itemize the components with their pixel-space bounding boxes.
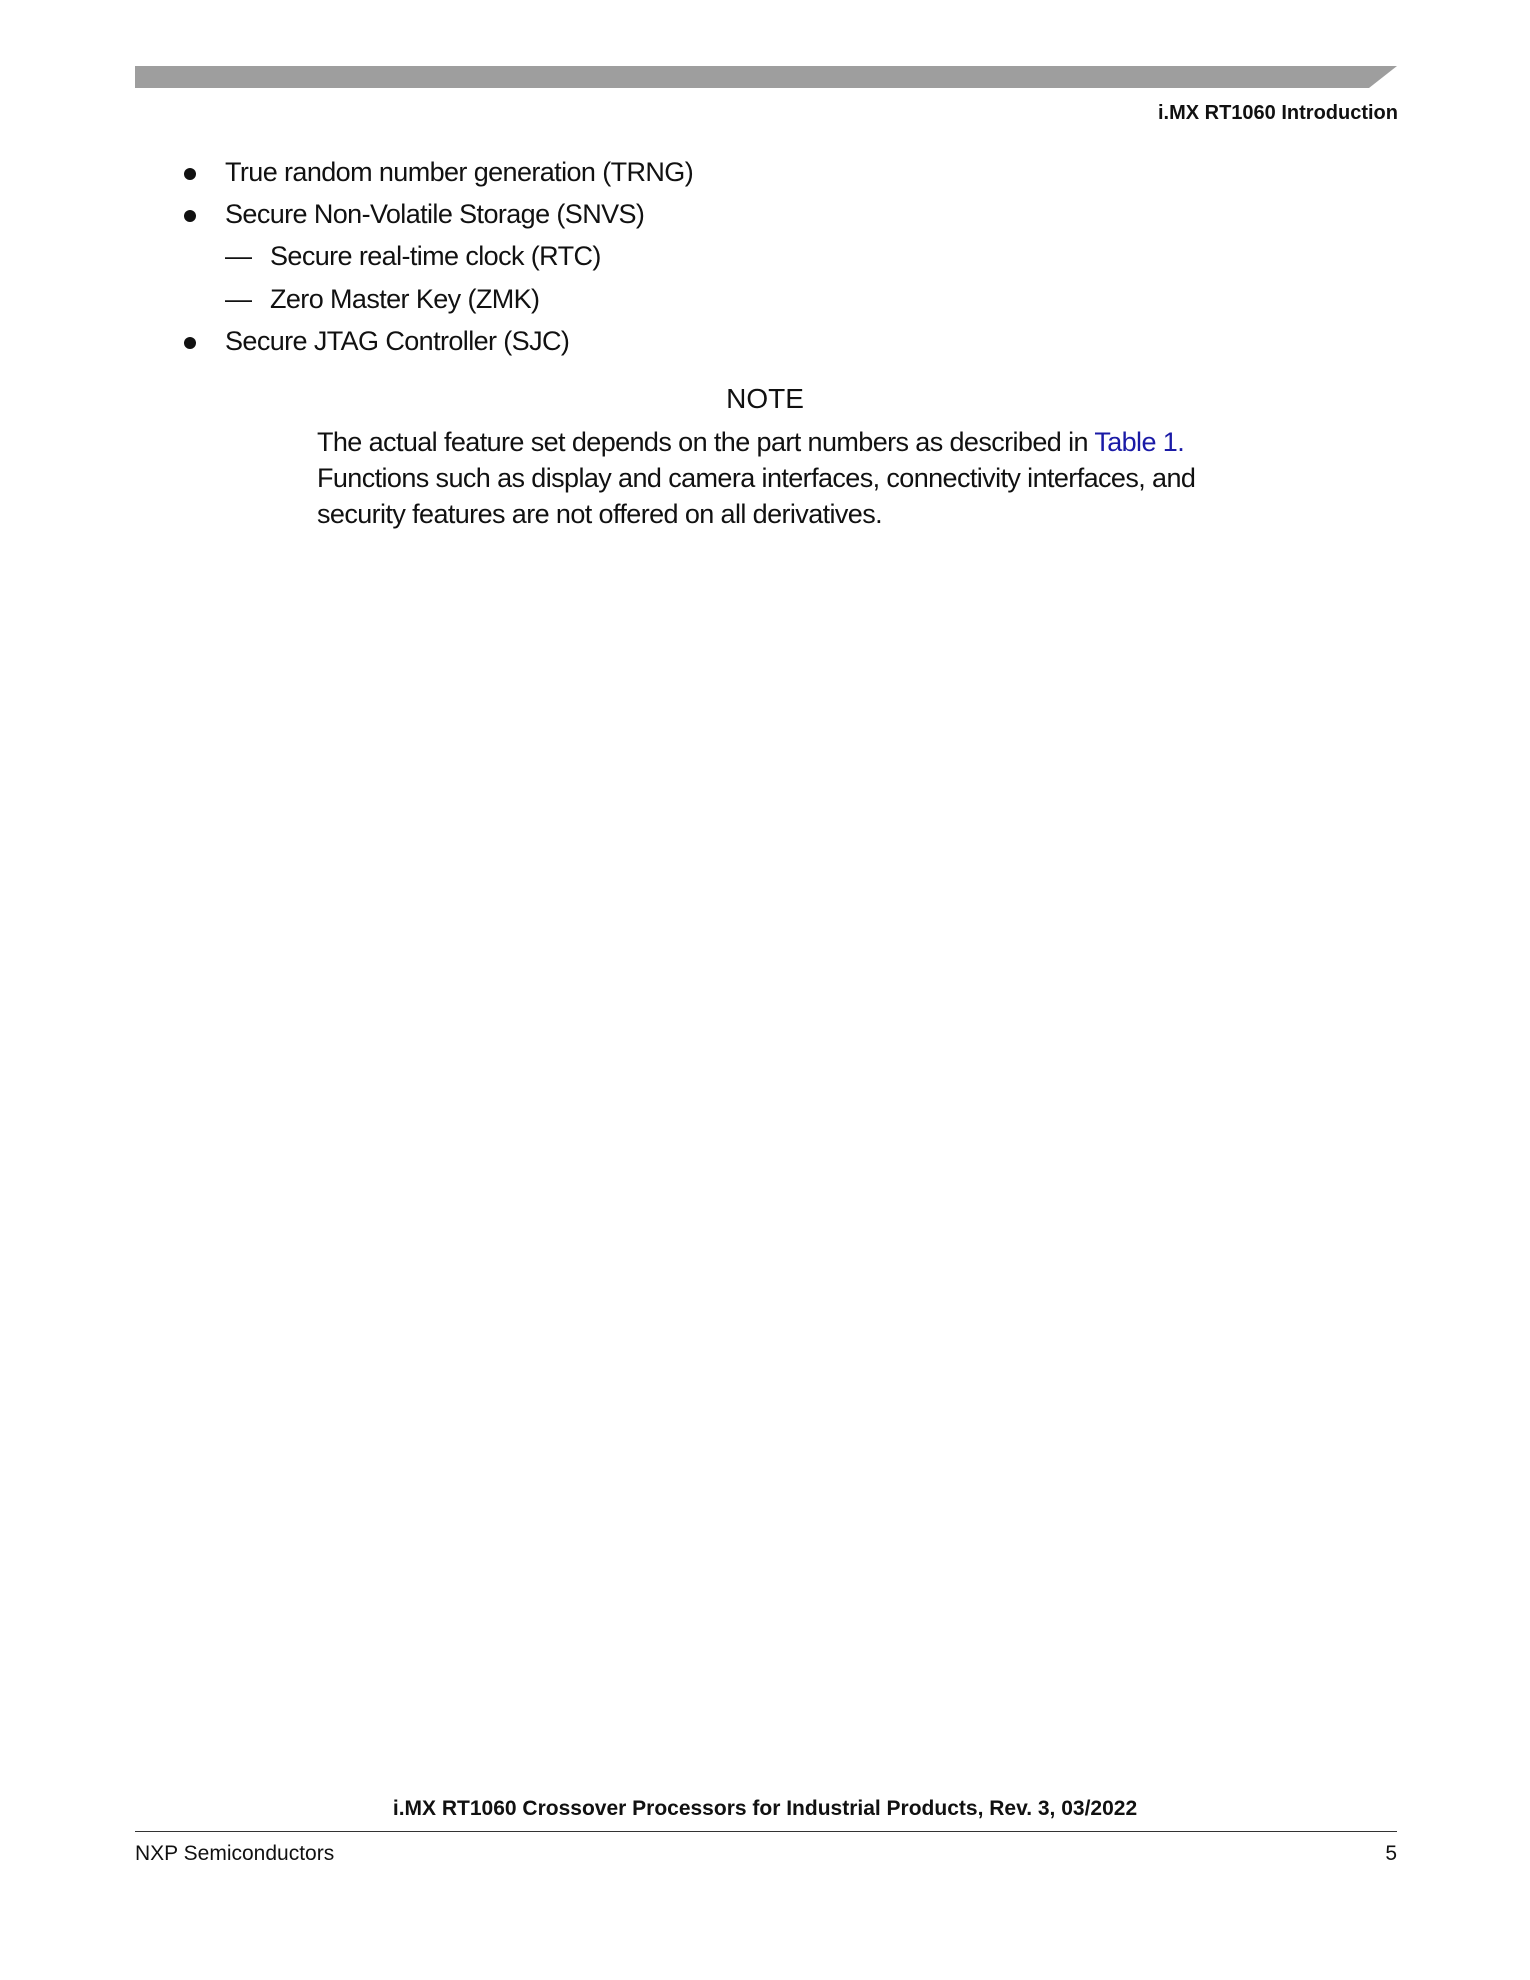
note-text-continued: Functions such as display and camera interfaces, connectivity interfaces, and security features are not offered on all derivatives.: [317, 463, 1196, 529]
list-item-trng: True random number generation (TRNG): [225, 157, 694, 187]
bullet-icon: [184, 210, 196, 222]
bullet-icon: [184, 168, 196, 180]
footer-document-title: i.MX RT1060 Crossover Processors for Industrial Products, Rev. 3, 03/2022: [392, 1797, 1138, 1820]
list-item-snvs: Secure Non-Volatile Storage (SNVS): [225, 199, 645, 229]
list-subitem-rtc: Secure real-time clock (RTC): [270, 241, 601, 271]
note-title: NOTE: [726, 383, 804, 414]
note-body: [317, 424, 1217, 532]
running-header: i.MX RT1060 Introduction: [1157, 102, 1398, 124]
dash-icon: —: [225, 284, 252, 314]
footer-divider: [135, 1831, 1397, 1832]
footer-company: NXP Semiconductors: [135, 1842, 335, 1865]
header-bar: [135, 66, 1397, 88]
note-text: The actual feature set depends on the part numbers as described in: [317, 427, 1095, 457]
list-item-sjc: Secure JTAG Controller (SJC): [225, 326, 570, 356]
bullet-icon: [184, 337, 196, 349]
dash-icon: —: [225, 241, 252, 271]
list-subitem-zmk: Zero Master Key (ZMK): [270, 284, 540, 314]
table-1-link[interactable]: Table 1.: [1094, 427, 1185, 457]
page-number: 5: [1385, 1842, 1397, 1865]
